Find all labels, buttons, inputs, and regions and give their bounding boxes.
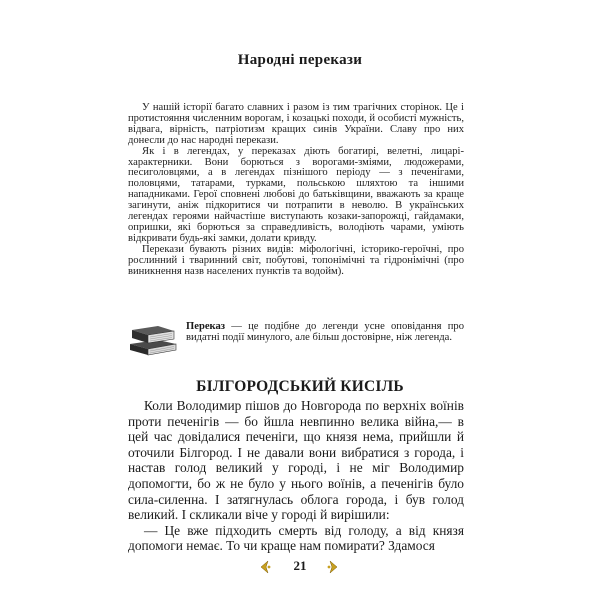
- story-paragraph: — Це вже підходить смерть від голоду, а від князя допомоги немає. То чи краще нам помирати? Здамося: [128, 522, 464, 554]
- intro-text: [128, 103, 464, 278]
- story-text: [128, 398, 464, 554]
- story-title: БІЛГОРОДСЬКИЙ КИСІЛЬ: [196, 378, 404, 395]
- definition-box: [128, 318, 464, 362]
- section-title: Народні перекази: [237, 52, 363, 68]
- ornament-right-icon: [326, 560, 340, 574]
- definition-term: Переказ: [186, 321, 226, 332]
- intro-paragraph: Перекази бувають різних видів: міфологічні, історико-героїчні, про рослинний і тваринний світ, побутові, топонімічні та гідронімічні (про виникнення назв населених пунктів та водойм).: [128, 243, 464, 277]
- intro-paragraph: Як і в легендах, у переказах діють богатирі, велетні, лицарі-характерники. Вони борються з ворогами-зміями, людожерами, песиголовцями, а в легендах пізнішого періоду — з печенігами, половцями, татарами, турками, польською шляхтою та іншими нападниками. Герої сповнені любові до батьківщини, вважають за краще загинути, аніж підкоритися чи потрапити в неволю. В українських легендах героями найчастіше виступають козаки-запорожці, гайдамаки, опришки, які борються за справедливість, володіють чарами, уміють відкривати будь-які замки, долати кривду.: [128, 145, 464, 244]
- books-icon: [128, 322, 178, 356]
- page-number: 21: [293, 558, 307, 573]
- intro-paragraph: У нашій історії багато славних і разом із тим трагічних сторінок. Це і протистояння численним ворогам, і козацькі походи, й особисті мужність, відвага, вірність, патріотизм кращих синів України. Славу про них донесли до нас народні перекази.: [128, 102, 464, 146]
- definition-body: — це подібне до легенди усне оповідання про видатні події минулого, але більш достовірне, ніж легенда.: [186, 321, 464, 343]
- definition-text: [186, 321, 464, 343]
- story-paragraph: Коли Володимир пішов до Новгорода по верхніх воїнів проти печенігів — бо йшла невпинно велика війна,— в цей час довідалися печеніги, що князя нема, прийшли й оточили Білгород. І не давали вони вибратися з города, і настав голод великий у городі, і не міг Володимир допомогти, бо ж не було у нього воїнів, а печенігів було сила-силенна. І затягнулась облога города, і був голод великий. І скликали віче у городі й вирішили:: [128, 398, 464, 523]
